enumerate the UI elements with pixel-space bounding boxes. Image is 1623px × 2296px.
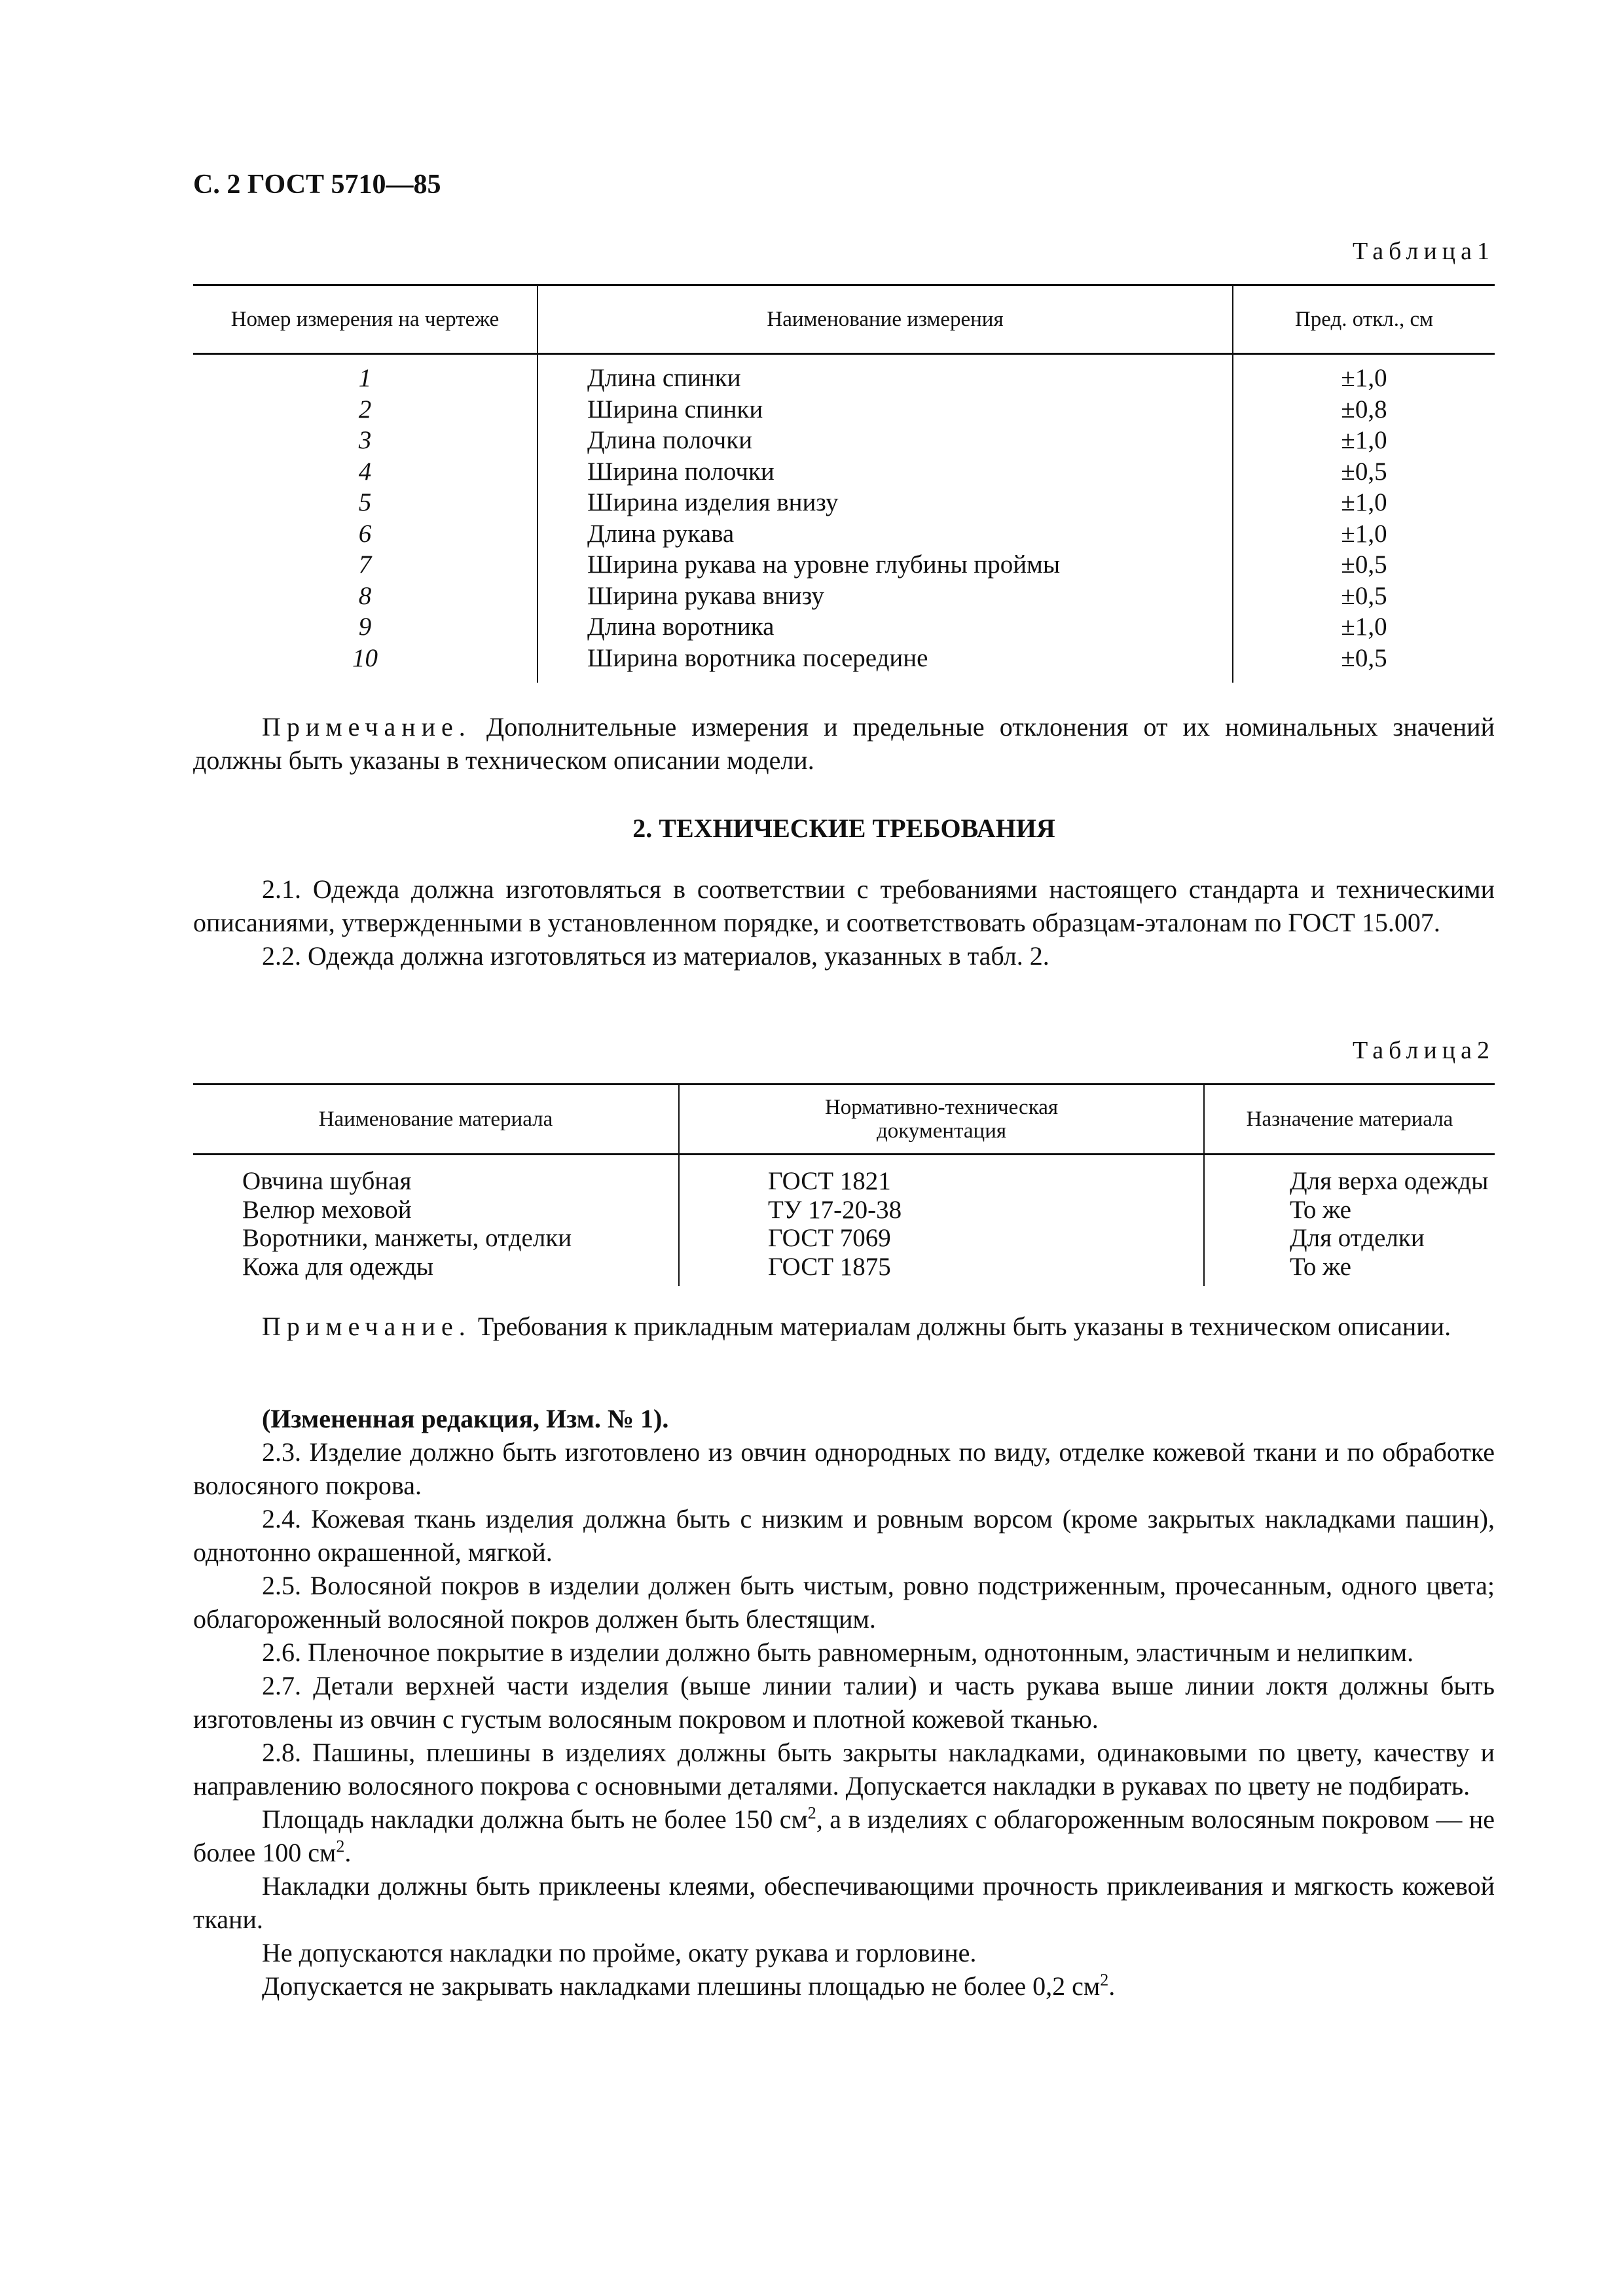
table-row <box>193 643 1495 683</box>
material-document: ГОСТ 1821 <box>679 1155 1204 1196</box>
material-purpose: Для отделки <box>1204 1224 1495 1253</box>
measure-number: 7 <box>358 550 372 579</box>
paragraph-glue: Накладки должны быть приклеены клеями, обеспечивающими прочность приклеивания и мягкость кожевой ткани. <box>193 1871 1495 1934</box>
measure-tolerance: ±1,0 <box>1233 425 1495 456</box>
material-purpose: То же <box>1204 1253 1495 1287</box>
measure-number: 5 <box>358 488 372 516</box>
measure-name: Ширина рукава на уровне глубины проймы <box>538 549 1233 581</box>
note-label: Примечание. <box>262 1312 471 1341</box>
table1-header-name: Наименование измерения <box>538 285 1233 354</box>
material-name: Воротники, манжеты, отделки <box>242 1224 572 1252</box>
table2-note <box>193 1310 1495 1343</box>
note-text: Дополнительные измерения и предельные отклонения от их номинальных значений должны быть указаны в техническом описании модели. <box>193 712 1495 775</box>
table2 <box>193 1083 1495 1286</box>
superscript: 2 <box>1100 1970 1109 1990</box>
table-row <box>193 487 1495 518</box>
measure-tolerance: ±1,0 <box>1233 487 1495 518</box>
table2-caption: Таблица2 <box>1352 1037 1495 1064</box>
superscript: 2 <box>336 1837 345 1856</box>
allowed-text-2: . <box>1108 1971 1116 2001</box>
table-row <box>193 581 1495 612</box>
paragraph-2-4: 2.4. Кожевая ткань изделия должна быть с низким и ровным ворсом (кроме закрытых накладками пашин), однотонно окрашенной, мягкой. <box>193 1504 1495 1567</box>
material-name: Велюр меховой <box>242 1195 412 1224</box>
paragraph-2-8: 2.8. Пашины, плешины в изделиях должны быть закрыты накладками, одинаковыми по цвету, качеству и направлению волосяного покрова с основными деталями. Допускается накладки в рукавах по цвету не подбирать. <box>193 1738 1495 1801</box>
paragraph-not-allowed: Не допускаются накладки по пройме, окату рукава и горловине. <box>262 1938 977 1967</box>
patch-area-text-1: Площадь накладки должна быть не более 150 см <box>262 1804 808 1834</box>
table1-note <box>193 710 1495 777</box>
table2-header-use: Назначение материала <box>1204 1085 1495 1155</box>
amendment-note: (Измененная редакция, Изм. № 1). <box>262 1404 669 1433</box>
measure-name: Ширина спинки <box>538 394 1233 425</box>
measure-tolerance: ±0,5 <box>1233 643 1495 683</box>
table1-header-tolerance: Пред. откл., см <box>1233 285 1495 354</box>
table-row <box>193 1155 1495 1196</box>
measure-tolerance: ±1,0 <box>1233 611 1495 643</box>
page-header: С. 2 ГОСТ 5710—85 <box>193 170 441 200</box>
measure-number: 8 <box>358 581 372 610</box>
material-document: ГОСТ 7069 <box>679 1224 1204 1253</box>
patch-area-text-2: , а в изделиях с облагороженным волосяным покровом — не более 100 см <box>193 1804 1495 1867</box>
measure-name: Ширина изделия внизу <box>538 487 1233 518</box>
measure-number: 1 <box>358 364 372 392</box>
material-purpose: Для верха одежды <box>1204 1155 1495 1196</box>
table-row <box>193 1253 1495 1287</box>
material-document: ТУ 17-20-38 <box>679 1196 1204 1225</box>
measure-number: 2 <box>358 395 372 423</box>
material-document: ГОСТ 1875 <box>679 1253 1204 1287</box>
material-name: Овчина шубная <box>242 1167 412 1195</box>
patch-area-text-3: . <box>344 1838 352 1867</box>
measure-number: 3 <box>358 426 372 454</box>
measure-name: Ширина полочки <box>538 456 1233 488</box>
measure-number: 9 <box>358 613 372 641</box>
measure-name: Ширина рукава внизу <box>538 581 1233 612</box>
table2-header-material: Наименование материала <box>193 1085 679 1155</box>
material-purpose: То же <box>1204 1196 1495 1225</box>
measure-name: Длина рукава <box>538 518 1233 550</box>
measure-tolerance: ±0,5 <box>1233 549 1495 581</box>
superscript: 2 <box>807 1803 816 1823</box>
measure-name: Длина спинки <box>538 354 1233 394</box>
measure-tolerance: ±1,0 <box>1233 354 1495 394</box>
measure-number: 4 <box>358 457 372 486</box>
table1-header-number: Номер измерения на чертеже <box>193 285 538 354</box>
paragraph-2-6: 2.6. Пленочное покрытие в изделии должно быть равномерным, однотонным, эластичным и нелипким. <box>262 1638 1414 1667</box>
paragraph-2-1: 2.1. Одежда должна изготовляться в соответствии с требованиями настоящего стандарта и техническими описаниями, утвержденными в установленном порядке, и соответствовать образцам-эталонам по ГОСТ 15.007. <box>193 874 1495 937</box>
material-name: Кожа для одежды <box>242 1252 434 1281</box>
table1-caption: Таблица1 <box>1352 238 1495 265</box>
table1-header-row <box>193 285 1495 354</box>
paragraph-2-3: 2.3. Изделие должно быть изготовлено из овчин однородных по виду, отделке кожевой ткани и по обработке волосяного покрова. <box>193 1437 1495 1500</box>
requirements-body <box>193 1402 1495 2003</box>
paragraphs-2-1-2-2 <box>193 872 1495 973</box>
section-title: 2. ТЕХНИЧЕСКИЕ ТРЕБОВАНИЯ <box>632 814 1055 843</box>
measure-number: 6 <box>358 519 372 548</box>
allowed-text-1: Допускается не закрывать накладками плешины площадью не более 0,2 см <box>262 1971 1101 2001</box>
measure-number: 10 <box>352 643 378 672</box>
table-row <box>193 1224 1495 1253</box>
table2-header-row <box>193 1085 1495 1155</box>
paragraph-patch-area <box>193 1803 1495 1869</box>
table-row <box>193 394 1495 425</box>
paragraph-2-7: 2.7. Детали верхней части изделия (выше линии талии) и часть рукава выше линии локтя должны быть изготовлены из овчин с густым волосяным покровом и плотной кожевой тканью. <box>193 1671 1495 1734</box>
table-row <box>193 518 1495 550</box>
measure-tolerance: ±0,5 <box>1233 456 1495 488</box>
measure-tolerance: ±0,8 <box>1233 394 1495 425</box>
paragraph-2-2: 2.2. Одежда должна изготовляться из материалов, указанных в табл. 2. <box>262 941 1049 971</box>
table-row <box>193 425 1495 456</box>
table-row <box>193 611 1495 643</box>
table1 <box>193 284 1495 683</box>
table2-header-document: Нормативно-техническая документация <box>679 1085 1204 1155</box>
measure-name: Длина воротника <box>538 611 1233 643</box>
table-row <box>193 354 1495 394</box>
table-row <box>193 456 1495 488</box>
measure-name: Ширина воротника посередине <box>538 643 1233 683</box>
measure-tolerance: ±1,0 <box>1233 518 1495 550</box>
table-row <box>193 549 1495 581</box>
note-text: Требования к прикладным материалам должны быть указаны в техническом описании. <box>471 1312 1451 1341</box>
measure-name: Длина полочки <box>538 425 1233 456</box>
measure-tolerance: ±0,5 <box>1233 581 1495 612</box>
paragraph-allowed <box>193 1969 1495 2003</box>
table-row <box>193 1196 1495 1225</box>
paragraph-2-5: 2.5. Волосяной покров в изделии должен быть чистым, ровно подстриженным, прочесанным, одного цвета; облагороженный волосяной покров должен быть блестящим. <box>193 1571 1495 1634</box>
note-label: Примечание. <box>262 712 471 742</box>
